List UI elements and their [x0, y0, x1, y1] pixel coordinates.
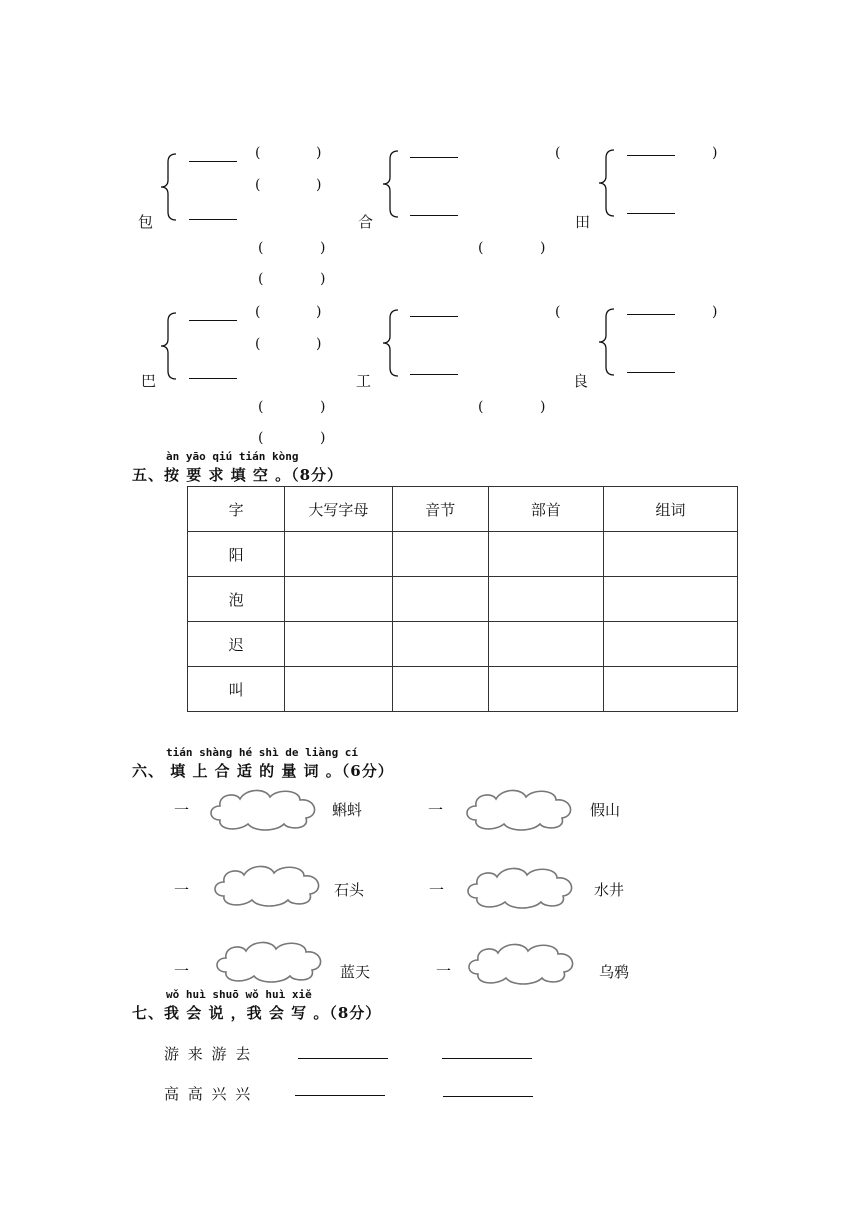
polyphonic-char: 合 [358, 213, 374, 231]
table-cell[interactable] [488, 577, 603, 622]
paren: ( [258, 240, 264, 256]
noun-label: 乌鸦 [599, 963, 630, 981]
table-cell[interactable] [392, 667, 488, 712]
table-header: 组词 [603, 487, 737, 532]
section-6-pinyin: tián shàng hé shì de liàng cí [166, 746, 359, 759]
answer-line[interactable] [627, 372, 675, 373]
polyphonic-char: 包 [138, 213, 154, 231]
paren: ( [255, 336, 261, 352]
brace-icon [380, 149, 402, 219]
paren: ) [712, 304, 718, 320]
brace-icon [596, 148, 618, 218]
brace-icon [158, 311, 180, 381]
table-cell[interactable] [285, 667, 392, 712]
cloud-icon[interactable] [464, 938, 582, 986]
answer-line[interactable] [189, 219, 237, 220]
paren: ( [478, 240, 484, 256]
brace-icon [596, 307, 618, 377]
paren: ) [712, 145, 718, 161]
quantifier-prefix: 一 [428, 801, 444, 819]
paren: ( [255, 304, 261, 320]
paren: ) [316, 336, 322, 352]
cloud-icon[interactable] [462, 786, 580, 832]
answer-line[interactable] [410, 374, 458, 375]
table-cell[interactable] [488, 532, 603, 577]
answer-line[interactable] [627, 314, 675, 315]
paren: ) [316, 145, 322, 161]
paren: ) [320, 240, 326, 256]
paren: ( [555, 145, 561, 161]
paren: ( [555, 304, 561, 320]
section-5-pinyin: àn yāo qiú tián kòng [166, 450, 299, 463]
paren: ( [478, 399, 484, 415]
noun-label: 蓝天 [340, 963, 371, 981]
table-cell[interactable] [488, 622, 603, 667]
table-cell[interactable] [392, 577, 488, 622]
table-header: 音节 [392, 487, 488, 532]
paren: ( [258, 271, 264, 287]
quantifier-prefix: 一 [174, 962, 190, 980]
paren: ) [540, 399, 546, 415]
answer-line[interactable] [189, 378, 237, 379]
paren: ( [258, 430, 264, 446]
polyphonic-char: 巴 [141, 372, 157, 390]
answer-line[interactable] [410, 157, 458, 158]
table-header: 大写字母 [285, 487, 392, 532]
table-row [188, 532, 738, 577]
quantifier-prefix: 一 [436, 962, 452, 980]
noun-label: 水井 [594, 881, 625, 899]
answer-line[interactable] [295, 1095, 385, 1096]
table-cell[interactable] [285, 532, 392, 577]
paren: ) [320, 430, 326, 446]
table-header-row [188, 487, 738, 532]
table-cell: 迟 [188, 622, 285, 667]
section-6-title: 六、 填 上 合 适 的 量 词 。（6分） [132, 762, 394, 780]
quantifier-prefix: 一 [174, 881, 190, 899]
answer-line[interactable] [410, 215, 458, 216]
paren: ) [316, 177, 322, 193]
noun-label: 假山 [590, 801, 621, 819]
table-row [188, 577, 738, 622]
answer-line[interactable] [443, 1096, 533, 1097]
table-cell[interactable] [285, 577, 392, 622]
brace-icon [380, 308, 402, 378]
paren: ) [540, 240, 546, 256]
brace-icon [158, 152, 180, 222]
paren: ) [320, 399, 326, 415]
answer-line[interactable] [189, 161, 237, 162]
answer-line[interactable] [627, 213, 675, 214]
example-word: 高 高 兴 兴 [164, 1085, 253, 1103]
table-cell[interactable] [392, 532, 488, 577]
paren: ( [255, 177, 261, 193]
section-5-title: 五、按 要 求 填 空 。（8分） [132, 466, 344, 484]
paren: ( [258, 399, 264, 415]
noun-label: 蝌蚪 [332, 801, 363, 819]
answer-line[interactable] [442, 1058, 532, 1059]
polyphonic-char: 田 [575, 213, 591, 231]
table-cell[interactable] [392, 622, 488, 667]
table-header: 部首 [488, 487, 603, 532]
answer-line[interactable] [627, 155, 675, 156]
table-cell[interactable] [603, 577, 737, 622]
answer-line[interactable] [298, 1058, 388, 1059]
table-cell[interactable] [285, 622, 392, 667]
table-cell[interactable] [603, 667, 737, 712]
table-cell: 阳 [188, 532, 285, 577]
fill-table [187, 486, 738, 712]
noun-label: 石头 [334, 881, 365, 899]
table-row [188, 667, 738, 712]
answer-line[interactable] [189, 320, 237, 321]
cloud-icon[interactable] [212, 936, 330, 984]
table-cell[interactable] [603, 532, 737, 577]
cloud-icon[interactable] [463, 862, 581, 910]
table-cell[interactable] [488, 667, 603, 712]
example-word: 游 来 游 去 [164, 1045, 253, 1063]
paren: ) [316, 304, 322, 320]
polyphonic-char: 良 [573, 372, 589, 390]
table-row [188, 622, 738, 667]
quantifier-prefix: 一 [174, 801, 190, 819]
table-cell: 泡 [188, 577, 285, 622]
cloud-icon[interactable] [210, 860, 328, 908]
paren: ( [255, 145, 261, 161]
cloud-icon[interactable] [206, 786, 324, 832]
section-7-title: 七、我 会 说 ，我 会 写 。（8分） [132, 1004, 382, 1022]
paren: ) [320, 271, 326, 287]
table-header: 字 [188, 487, 285, 532]
section-7-pinyin: wǒ huì shuō wǒ huì xiě [166, 988, 312, 1001]
table-cell[interactable] [603, 622, 737, 667]
answer-line[interactable] [410, 316, 458, 317]
quantifier-prefix: 一 [429, 881, 445, 899]
polyphonic-char: 工 [356, 372, 372, 390]
table-cell: 叫 [188, 667, 285, 712]
